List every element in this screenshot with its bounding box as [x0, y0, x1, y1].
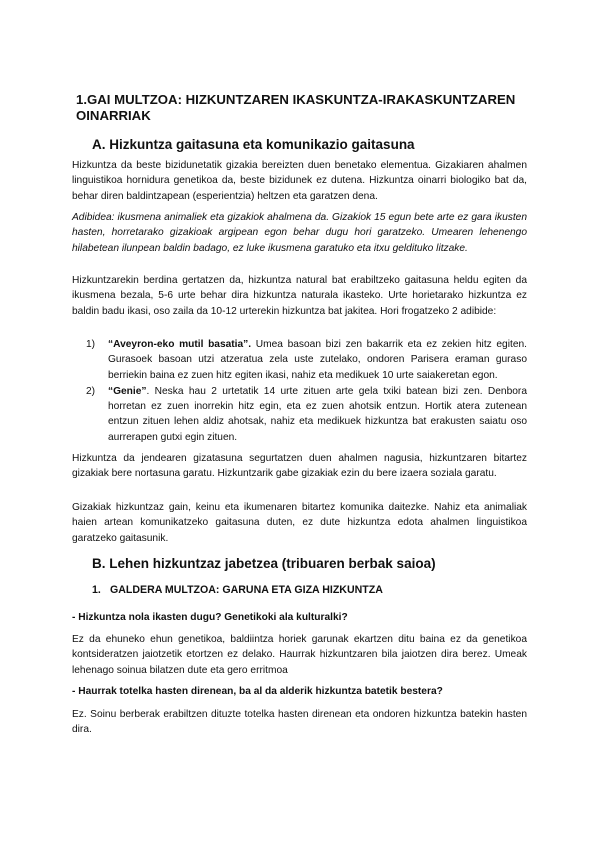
answer-1: Ez da ehuneko ehun genetikoa, baldiintza horiek garunak ekartzen ditu baina ez da genetikoa kontsideratzen jaiotzetik etortzen ez delako. Haurrak hizkuntzaren bila jaiotzen dira berez. Umeak lehenago soinua bilatzen dute eta gero erritmoa: [72, 634, 527, 676]
list-number: 2): [86, 385, 96, 397]
list-item-text: . Neska hau 2 urtetatik 14 urte zituen arte gela txiki batean bizi zen. Denbora horretan ez zuen inorrekin hitz egin, eta ez zuen ahotsik entzun. Hortik atera zutenean entzun zituen lehen aldiz ahotsak, nahiz eta medikuek hizkuntza bat erakusten saiatu oso aurrerapen gutxi egin zituen.: [108, 385, 527, 443]
examples-list: [72, 337, 527, 446]
subsection-title: GALDERA MULTZOA: GARUNA ETA GIZA HIZKUNTZA: [110, 584, 383, 596]
paragraph-4: Hizkuntza da jendearen gizatasuna segurtatzen duen ahalmen nagusia, hizkuntzaren bitartez gizakiak bere nortasuna garatu. Hizkuntzarik gabe gizakiak ezin du bere izaera soziala garatu.: [72, 453, 527, 480]
document-title: 1.GAI MULTZOA: HIZKUNTZAREN IKASKUNTZA-IRAKASKUNTZAREN OINARRIAK: [76, 92, 516, 123]
section-b-heading: B. Lehen hizkuntzaz jabetzea (tribuaren berbak saioa): [92, 556, 436, 571]
list-item-bold: “Aveyron-eko mutil basatia”.: [108, 339, 252, 350]
paragraph-5: Gizakiak hizkuntzaz gain, keinu eta ikumenaren bitartez komunika daitezke. Nahiz eta animaliak haien artean komunikatzeko gaitasuna duten, ez dute hizkuntza edota ahalmen linguistikoa garatzeko gaitasunik.: [72, 502, 527, 544]
list-item: [72, 337, 527, 383]
list-item: [72, 384, 527, 445]
answer-2: Ez. Soinu berberak erabiltzen dituzte totelka hasten direnean eta ondoren hizkuntza batekin hasten dira.: [72, 709, 527, 736]
list-number: 1): [86, 339, 96, 350]
section-a-heading: A. Hizkuntza gaitasuna eta komunikazio gaitasuna: [92, 137, 415, 152]
paragraph-3: Hizkuntzarekin berdina gertatzen da, hizkuntza natural bat erabiltzeko gaitasuna heldu egiten da ikusmena bezala, 5-6 urte behar dira hizkuntza naturala ikasteko. Urte horietarako hizkuntza ez baldin badu ikasi, oso zaila da 10-12 urterekin hizkuntza bat jakitea. Hori frogatzeko 2 adibide:: [72, 275, 527, 317]
example-paragraph: Adibidea: ikusmena animaliek eta gizakiok ahalmena da. Gizakiok 15 egun bete arte ez gara ikusten hasten, horretarako gizakioak argipean egon behar dugu hori garatzeko. Umearen lehenengo hilabetean ilunpean baldin badago, ez luke ikusmena garatuko eta itxu geldituko litzake.: [72, 212, 527, 254]
list-item-bold: “Genie”: [108, 385, 147, 397]
subsection-number: 1.: [92, 584, 101, 596]
paragraph-1: Hizkuntza da beste bizidunetatik gizakia bereizten duen benetako elementua. Gizakiaren ahalmen linguistikoa hornidura genetikoa da, beste bizidunek ez dutena. Hizkuntza oinarri biologiko bat da, behar diren baldintzapean (esperientzia) heltzen eta garatzen dena.: [72, 160, 527, 202]
question-2: - Haurrak totelka hasten direnean, ba al da alderik hizkuntza batetik bestera?: [72, 686, 443, 697]
question-1: - Hizkuntza nola ikasten dugu? Genetikoki ala kulturalki?: [72, 612, 348, 623]
subsection-heading: [92, 584, 383, 596]
list-item-text: Umea basoan bizi zen bakarrik eta ez zekien hitz egiten. Gurasoek basoan utzi atzeratua zela uste zutelako, ondoren Parisera eraman guraso berriekin baina ez zuen hitz egiten ikasi, nahiz eta medikuek 10 urte saiakeretan egon.: [108, 339, 527, 381]
